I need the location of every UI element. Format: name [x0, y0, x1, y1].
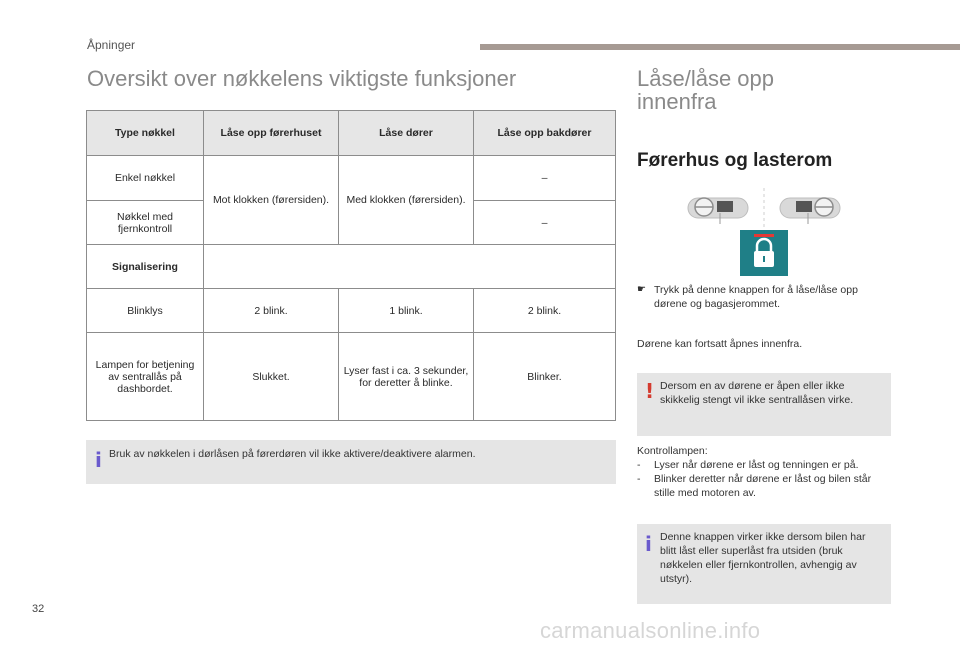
table-header: Låse opp bakdører — [474, 111, 616, 156]
list-item: - Blinker deretter når dørene er låst og bilen står stille med motoren av. — [637, 472, 891, 500]
table-cell: Blinker. — [474, 333, 616, 421]
info-box — [637, 524, 891, 604]
left-vent — [688, 198, 748, 224]
table-row — [87, 333, 616, 421]
watermark: carmanualsonline.info — [540, 618, 761, 643]
page-number: 32 — [32, 603, 45, 615]
table-cell: Signalisering — [87, 245, 204, 289]
right-title: Låse/låse opp innenfra — [637, 66, 774, 114]
table-cell: Nøkkel med fjernkontroll — [87, 201, 204, 245]
table-cell: Slukket. — [204, 333, 339, 421]
info-icon: i — [645, 532, 652, 556]
key-functions-table — [86, 110, 616, 421]
table-cell: Lampen for betjening av sentrallås på dashbordet. — [87, 333, 204, 421]
doors-note: Dørene kan fortsatt åpnes innenfra. — [637, 338, 803, 350]
table-header: Låse dører — [339, 111, 474, 156]
table-cell: Mot klokken (førersiden). — [204, 156, 339, 245]
indicator-section — [637, 444, 891, 500]
table-cell: 2 blink. — [204, 289, 339, 333]
header-rule — [480, 44, 960, 50]
table-header-row — [87, 111, 616, 156]
table-cell: 2 blink. — [474, 289, 616, 333]
sub-heading: Førerhus og lasterom — [637, 150, 833, 171]
lock-button[interactable] — [740, 230, 788, 276]
table-row — [87, 245, 616, 289]
indicator-title: Kontrollampen: — [637, 445, 708, 457]
info-text: Denne knappen virker ikke dersom bilen har blitt låst eller superlåst fra utsiden (bruk nøkkelen eller fjernkontrollen, avhengig av utstyr). — [660, 531, 866, 585]
lock-button-illustration — [680, 186, 845, 278]
table-row — [87, 289, 616, 333]
table-cell: – — [474, 201, 616, 245]
instruction-item — [637, 283, 887, 311]
warning-box — [637, 373, 891, 436]
table-cell: Lyser fast i ca. 3 sekunder, for deretter å blinke. — [339, 333, 474, 421]
table-cell: Med klokken (førersiden). — [339, 156, 474, 245]
table-header: Type nøkkel — [87, 111, 204, 156]
indicator-list — [637, 458, 891, 500]
warning-text: Dersom en av dørene er åpen eller ikke skikkelig stengt vil ikke sentrallåsen virke. — [660, 380, 854, 406]
list-item: - Lyser når dørene er låst og tenningen er på. — [637, 458, 891, 472]
info-icon: i — [95, 448, 102, 472]
pointer-icon: ☛ — [637, 284, 646, 295]
left-title: Oversikt over nøkkelens viktigste funksjoner — [87, 66, 517, 91]
instruction-text: Trykk på denne knappen for å låse/låse opp dørene og bagasjerommet. — [654, 284, 858, 310]
alarm-note-box — [86, 440, 616, 484]
table-header: Låse opp førerhuset — [204, 111, 339, 156]
warning-icon: ! — [645, 379, 655, 403]
section-label: Åpninger — [87, 38, 136, 52]
table-cell: Enkel nøkkel — [87, 156, 204, 201]
table-cell: – — [474, 156, 616, 201]
table-row — [87, 156, 616, 201]
table-cell: Blinklys — [87, 289, 204, 333]
table-cell: 1 blink. — [339, 289, 474, 333]
right-vent — [780, 198, 840, 224]
alarm-note-text: Bruk av nøkkelen i dørlåsen på førerdøren vil ikke aktivere/deaktivere alarmen. — [109, 448, 476, 460]
table-cell — [204, 245, 616, 289]
